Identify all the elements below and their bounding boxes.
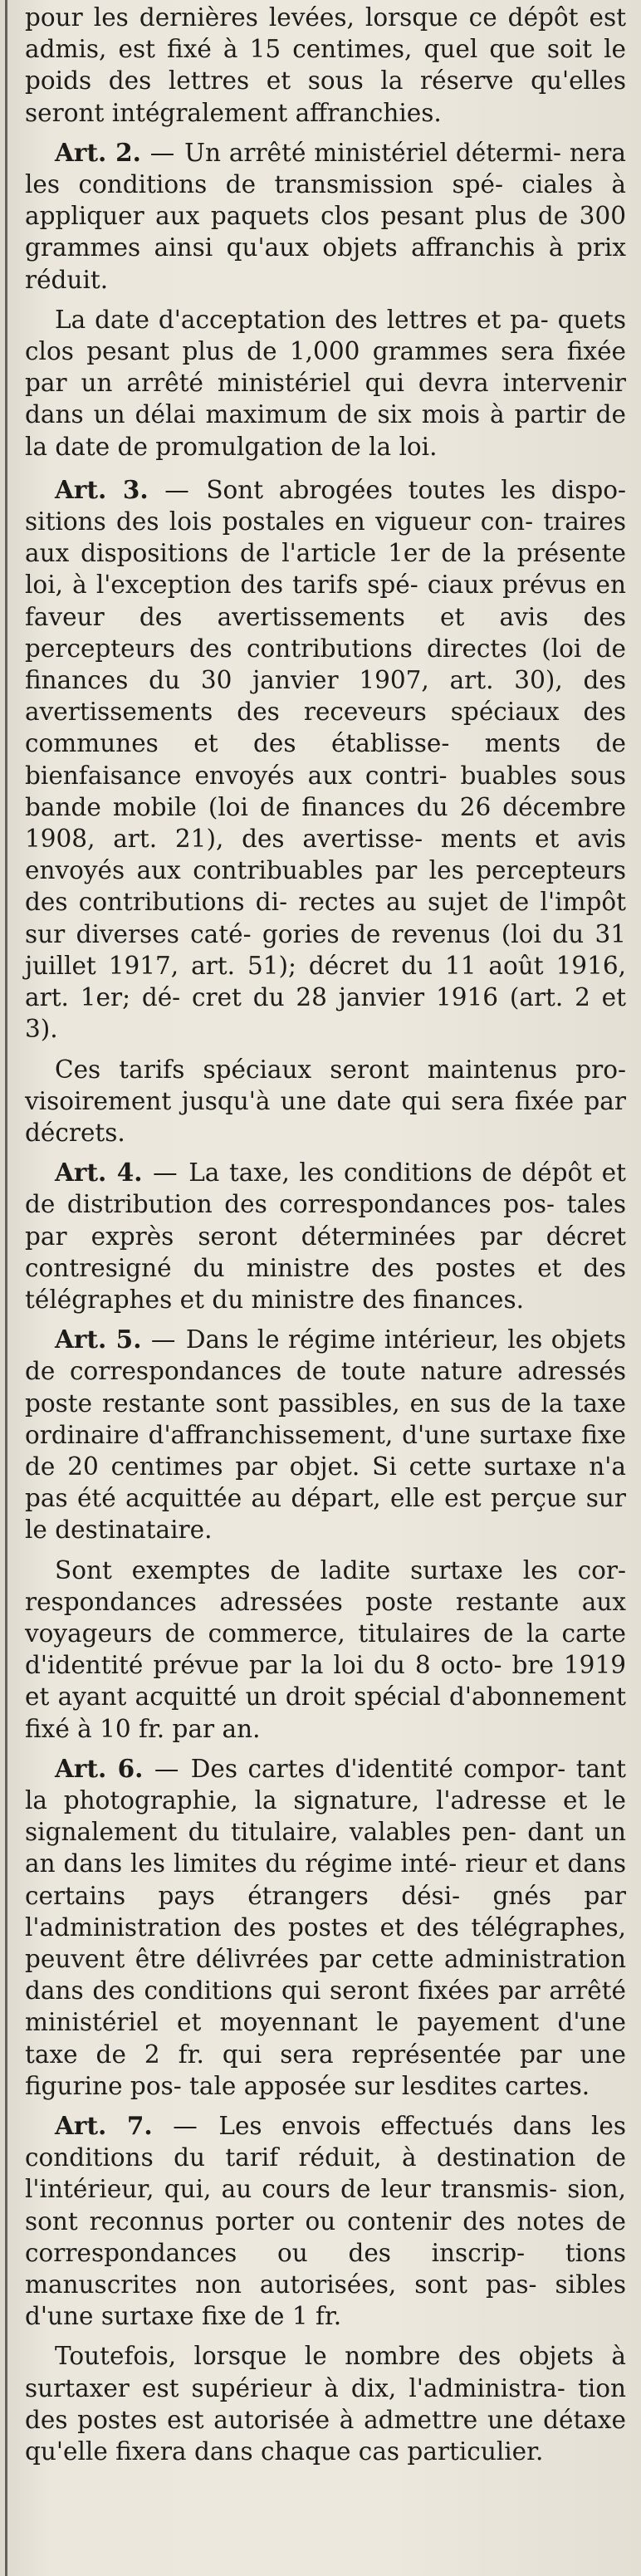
article-text: Dans le régime intérieur, les objets de correspondances de toute nature adressés poste restante sont passibles, en sus de la taxe ordinaire d'affranchissement, d'une surtaxe fixe de 20 centimes par objet. Si cette surtaxe n'a pas été acquittée au départ, elle est perçue sur le destinataire. <box>25 1325 626 1545</box>
paragraph-text: Ces tarifs spéciaux seront maintenus pro- visoirement jusqu'à une date qui sera fixée par décrets. <box>25 1055 626 1147</box>
article-2: Art. 2. — Un arrêté ministériel détermi- nera les conditions de transmission spé- ciales à appliquer aux paquets clos pesant plus de 300 grammes ainsi qu'aux objets affranchis à prix réduit. <box>25 137 626 294</box>
article-6: Art. 6. — Des cartes d'identité compor- tant la photographie, la signature, l'adresse et le signalement du titulaire, valables pen- dant un an dans les limites du régime inté- rieur et dans certains pays étrangers dési- gnés par l'administration des postes et des télégraphes, peuvent être délivrées par cette administration dans des conditions qui seront fixées par arrêté ministériel et moyennant le payement d'une taxe de 2 fr. qui sera représentée par une figurine pos- tale apposée sur lesdites cartes. <box>25 1753 626 2100</box>
paragraph-text: pour les dernières levées, lorsque ce dépôt est admis, est fixé à 15 centimes, quel que soit le poids des lettres et sous la réserve qu'elles seront intégralement affranchies. <box>25 3 626 127</box>
column-rule <box>5 0 7 2576</box>
text-column <box>25 2 626 2476</box>
article-4: Art. 4. — La taxe, les conditions de dépôt et de distribution des correspondances pos- tales par exprès seront déterminées par décret contresigné du ministre des postes et des télégraphes et du ministre des finances. <box>25 1158 626 1314</box>
article-label: Art. 5. <box>55 1325 142 1354</box>
paragraph-article-3-second <box>25 1054 626 1149</box>
article-text: La taxe, les conditions de dépôt et de distribution des correspondances pos- tales par exprès seront déterminées par décret contresigné du ministre des postes et des télégraphes et du ministre des finances. <box>25 1158 626 1314</box>
article-text: Sont abrogées toutes les dispo- sitions des lois postales en vigueur con- traires aux dispositions de l'article 1er de la présente loi, à l'exception des tarifs spé- ciaux prévus en faveur des avertissements et avis des percepteurs des contributions directes (loi de finances du 30 janvier 1907, art. 30), des avertissements des receveurs spéciaux des communes et des établisse- ments de bienfaisance envoyés aux contri- buables sous bande mobile (loi de finances du 26 décembre 1908, art. 21), des avertisse- ments et avis envoyés aux contribuables par les percepteurs des contributions di- rectes au sujet de l'impôt sur diverses caté- gories de revenus (loi du 31 juillet 1917, art. 51); décret du 11 août 1916, art. 1er; dé- cret du 28 janvier 1916 (art. 2 et 3). <box>25 475 626 1044</box>
article-5: Art. 5. — Dans le régime intérieur, les objets de correspondances de toute nature adressés poste restante sont passibles, en sus de la taxe ordinaire d'affranchissement, d'une surtaxe fixe de 20 centimes par objet. Si cette surtaxe n'a pas été acquittée au départ, elle est perçue sur le destinataire. <box>25 1325 626 1545</box>
paragraph-continuation <box>25 2 626 129</box>
paragraph-text: Sont exemptes de ladite surtaxe les cor- respondances adressées poste restante aux voyageurs de commerce, titulaires de la carte d'identité prévue par la loi du 8 octo- bre 1919 et ayant acquitté un droit spécial d'abonnement fixé à 10 fr. par an. <box>25 1555 626 1743</box>
article-label: Art. 4. <box>55 1158 143 1188</box>
article-7: Art. 7. — Les envois effectués dans les conditions du tarif réduit, à destination de l'intérieur, qui, au cours de leur transmis- sion, sont reconnus porter ou contenir des notes de correspondances ou des inscrip- tions manuscrites non autorisées, sont pas- sibles d'une surtaxe fixe de 1 fr. <box>25 2111 626 2331</box>
article-3: Art. 3. — Sont abrogées toutes les dispo- sitions des lois postales en vigueur con- traires aux dispositions de l'article 1er de la présente loi, à l'exception des tarifs spé- ciaux prévus en faveur des avertissements et avis des percepteurs des contributions directes (loi de finances du 30 janvier 1907, art. 30), des avertissements des receveurs spéciaux des communes et des établisse- ments de bienfaisance envoyés aux contri- buables sous bande mobile (loi de finances du 26 décembre 1908, art. 21), des avertisse- ments et avis envoyés aux contribuables par les percepteurs des contributions di- rectes au sujet de l'impôt sur diverses caté- gories de revenus (loi du 31 juillet 1917, art. 51); décret du 11 août 1916, art. 1er; dé- cret du 28 janvier 1916 (art. 2 et 3). <box>25 474 626 1044</box>
article-label: Art. 7. <box>55 2111 153 2140</box>
article-text: Les envois effectués dans les conditions du tarif réduit, à destination de l'intérieur, qui, au cours de leur transmis- sion, sont reconnus porter ou contenir des notes de correspondances ou des inscrip- tions manuscrites non autorisées, sont pas- sibles d'une surtaxe fixe de 1 fr. <box>25 2112 626 2331</box>
article-label: Art. 6. <box>55 1753 144 1783</box>
article-text: Des cartes d'identité compor- tant la photographie, la signature, l'adresse et le signalement du titulaire, valables pen- dant un an dans les limites du régime inté- rieur et dans certains pays étrangers dési- gnés par l'administration des postes et des télégraphes, peuvent être délivrées par cette administration dans des conditions qui seront fixées par arrêté ministériel et moyennant le payement d'une taxe de 2 fr. qui sera représentée par une figurine pos- tale apposée sur lesdites cartes. <box>25 1754 626 2100</box>
paragraph-text: Toutefois, lorsque le nombre des objets à surtaxer est supérieur à dix, l'administra- tion des postes est autorisée à admettre une détaxe qu'elle fixera dans chaque cas particulier. <box>25 2342 626 2466</box>
paragraph-article-7-second <box>25 2340 626 2467</box>
paragraph-text: La date d'acceptation des lettres et pa- quets clos pesant plus de 1,000 grammes sera fixée par un arrêté ministériel qui devra intervenir dans un délai maximum de six mois à partir de la date de promulgation de la loi. <box>25 305 626 461</box>
paragraph-article-5-second <box>25 1555 626 1745</box>
article-label: Art. 3. <box>55 474 149 504</box>
article-label: Art. 2. <box>55 137 141 167</box>
paragraph-article-2-second <box>25 304 626 463</box>
article-text: Un arrêté ministériel détermi- nera les conditions de transmission spé- ciales à appliquer aux paquets clos pesant plus de 300 grammes ainsi qu'aux objets affranchis à prix réduit. <box>25 138 626 294</box>
